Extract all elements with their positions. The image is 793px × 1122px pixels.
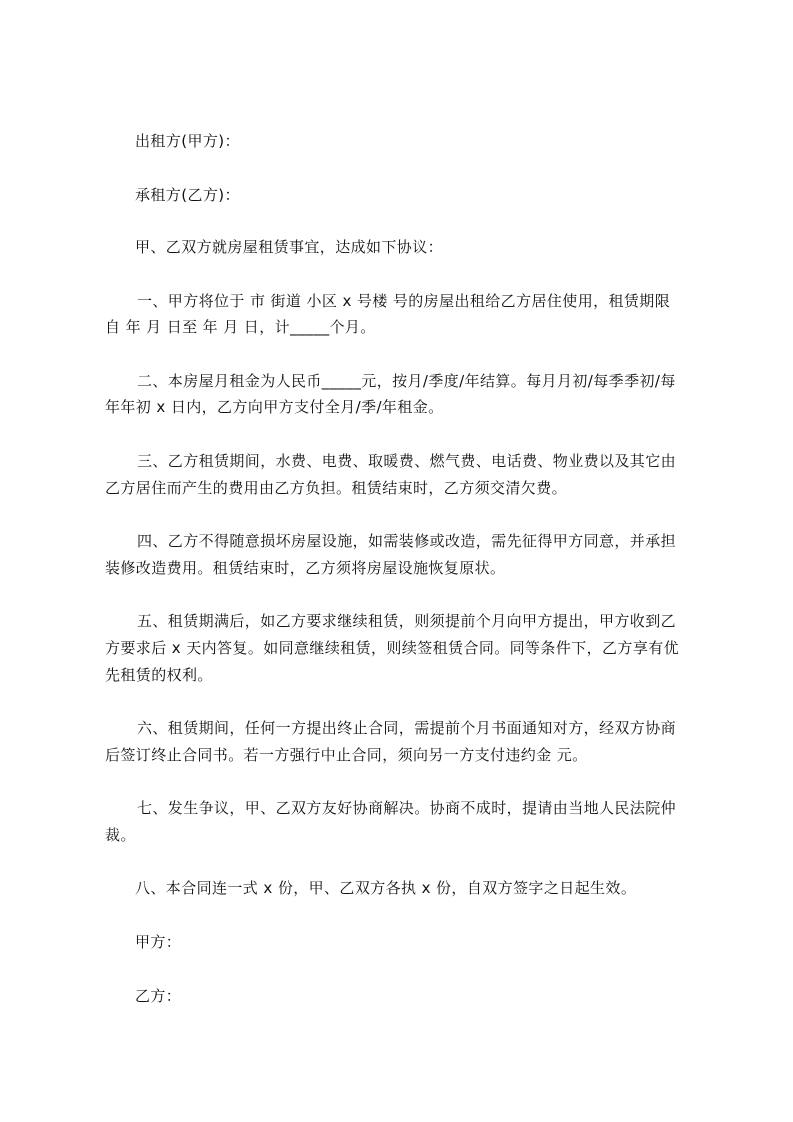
intro-line: 甲、乙双方就房屋租赁事宜，达成如下协议：	[135, 238, 444, 256]
clause4-line1: 四、乙方不得随意损坏房屋设施，如需装修或改造，需先征得甲方同意，并承担	[137, 532, 677, 550]
clause5-line1: 五、租赁期满后，如乙方要求继续租赁，则须提前个月向甲方提出，甲方收到乙	[137, 612, 677, 630]
clause7-line1: 七、发生争议，甲、乙双方友好协商解决。协商不成时，提请由当地人民法院仲	[137, 799, 677, 817]
clause5-line3: 先租赁的权利。	[105, 666, 213, 684]
clause1-line1: 一、甲方将位于 市 街道 小区 x 号楼 号的房屋出租给乙方居住使用，租赁期限	[137, 292, 671, 310]
clause6-line2: 后签订终止合同书。若一方强行中止合同，须向另一方支付违约金 元。	[105, 746, 588, 764]
clause1-line2: 自 年 月 日至 年 月 日，计_____个月。	[105, 318, 376, 336]
clause2-line1: 二、本房屋月租金为人民币_____元，按月/季度/年结算。每月月初/每季季初/每	[137, 372, 676, 390]
clause6-line1: 六、租赁期间，任何一方提出终止合同，需提前个月书面通知对方，经双方协商	[137, 719, 677, 737]
lessor-line: 出租方(甲方)：	[135, 132, 240, 150]
clause2-line2: 年年初 x 日内，乙方向甲方支付全月/季/年租金。	[105, 398, 444, 416]
lessee-line: 承租方(乙方)：	[135, 186, 240, 204]
signature-party-b: 乙方：	[135, 987, 182, 1005]
clause5-line2: 方要求后 x 天内答复。如同意继续租赁，则续签租赁合同。同等条件下，乙方享有优	[105, 639, 680, 657]
clause8-line: 八、本合同连一式 x 份，甲、乙双方各执 x 份，自双方签字之日起生效。	[135, 879, 637, 897]
clause3-line1: 三、乙方租赁期间，水费、电费、取暖费、燃气费、电话费、物业费以及其它由	[137, 452, 677, 470]
clause3-line2: 乙方居住而产生的费用由乙方负担。租赁结束时，乙方须交清欠费。	[105, 479, 568, 497]
signature-party-a: 甲方：	[135, 933, 182, 951]
clause7-line2: 裁。	[105, 826, 136, 844]
clause4-line2: 装修改造费用。租赁结束时，乙方须将房屋设施恢复原状。	[105, 559, 506, 577]
